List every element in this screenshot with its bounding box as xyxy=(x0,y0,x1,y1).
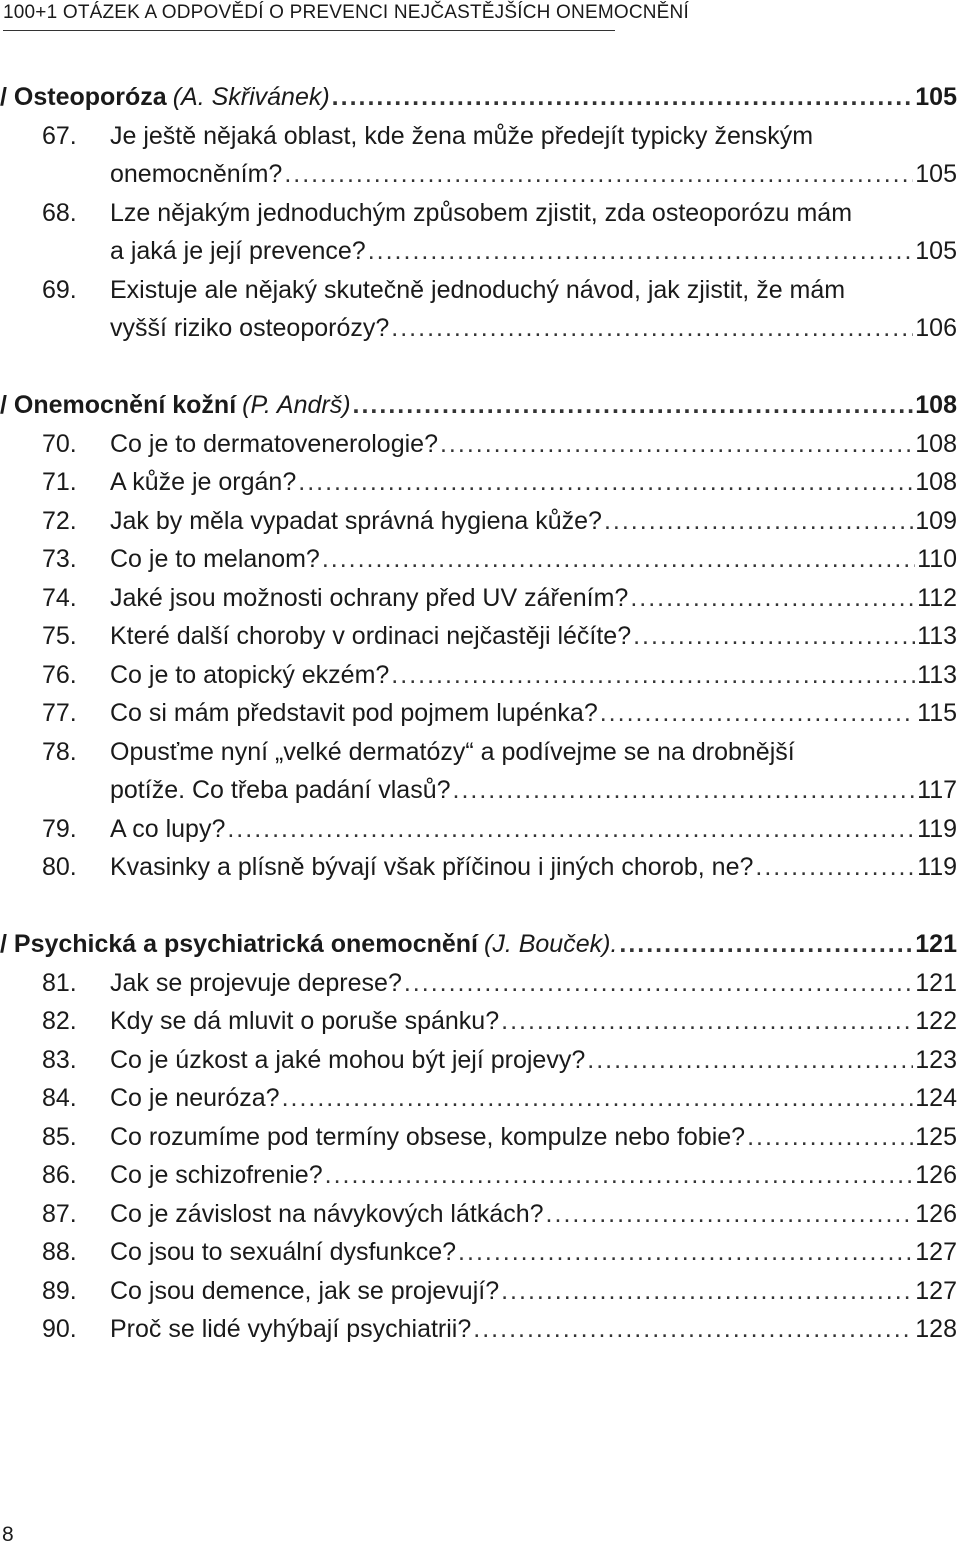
toc-entry[interactable] xyxy=(0,964,957,1003)
entry-page: 128 xyxy=(915,1315,957,1343)
entry-page: 127 xyxy=(915,1276,957,1305)
leader-dots xyxy=(633,617,915,656)
entry-number: 86. xyxy=(42,1161,77,1189)
entry-text-line: Existuje ale nějaký skutečně jednoduchý návod, jak zjistit, že mám xyxy=(110,275,846,304)
entry-body xyxy=(110,1002,957,1041)
entry-number: 76. xyxy=(42,660,77,689)
entry-text-line: Co je to atopický ekzém? xyxy=(110,660,390,689)
entry-page: 109 xyxy=(915,506,957,535)
leader-dots xyxy=(325,1156,914,1195)
entry-text-line: Co rozumíme pod termíny obsese, kompulze nebo fobie? xyxy=(110,1122,746,1151)
toc-section xyxy=(0,78,957,348)
entry-text-line: Co je neuróza? xyxy=(110,1084,280,1112)
running-header-title: 100+1 OTÁZEK A ODPOVĚDÍ O PREVENCI NEJČASTĚJŠÍCH ONEMOCNĚNÍ xyxy=(3,2,689,23)
toc-entry[interactable] xyxy=(0,733,957,810)
entry-text-line: Co jsou to sexuální dysfunkce? xyxy=(110,1238,457,1266)
entry-text-line: A co lupy? xyxy=(110,814,226,843)
toc-entry[interactable] xyxy=(0,117,957,194)
entry-number: 72. xyxy=(42,506,77,535)
entry-page: 117 xyxy=(917,776,957,804)
leader-dots xyxy=(755,848,915,887)
entry-page: 122 xyxy=(915,1007,957,1035)
entry-page: 110 xyxy=(917,545,957,573)
entry-text-line: Kvasinky a plísně bývají však příčinou i jiných chorob, ne? xyxy=(110,853,754,881)
header-rule xyxy=(3,30,615,31)
entry-text-line: Které další choroby v ordinaci nejčastěji léčíte? xyxy=(110,622,632,650)
entry-text-line: onemocněním? xyxy=(110,160,283,188)
entry-number: 88. xyxy=(42,1238,77,1266)
entry-body xyxy=(110,1079,957,1118)
entry-text-line: Co je úzkost a jaké mohou být její projevy? xyxy=(110,1045,586,1074)
entry-number: 89. xyxy=(42,1276,77,1305)
toc-entry[interactable] xyxy=(0,463,957,502)
leader-dots xyxy=(391,656,915,695)
entry-text-line: Co je to dermatovenerologie? xyxy=(110,429,438,458)
toc-entry[interactable] xyxy=(0,1233,957,1272)
entry-text-line: Jaké jsou možnosti ochrany před UV zářením? xyxy=(110,583,629,612)
entry-body xyxy=(110,656,957,695)
entry-number: 87. xyxy=(42,1199,77,1228)
section-title: / Onemocnění kožní xyxy=(0,391,237,419)
entry-page: 106 xyxy=(915,314,957,342)
entry-text-line: potíže. Co třeba padání vlasů? xyxy=(110,776,451,804)
leader-dots xyxy=(747,1118,913,1157)
section-page: 108 xyxy=(915,391,957,419)
entry-text-line: Jak se projevuje deprese? xyxy=(110,968,402,997)
entry-body xyxy=(110,117,957,194)
toc-entry[interactable] xyxy=(0,1002,957,1041)
entry-page: 126 xyxy=(915,1199,957,1228)
toc-entry[interactable] xyxy=(0,1195,957,1234)
leader-dots xyxy=(600,694,915,733)
leader-dots xyxy=(368,232,914,271)
toc-entry[interactable] xyxy=(0,848,957,887)
toc-section xyxy=(0,386,957,887)
entry-body xyxy=(110,502,957,541)
entry-text-line: Proč se lidé vyhýbají psychiatrii? xyxy=(110,1315,472,1343)
toc-entry[interactable] xyxy=(0,579,957,618)
toc-section xyxy=(0,925,957,1349)
leader-dots xyxy=(404,964,913,1003)
entry-body xyxy=(110,964,957,1003)
leader-dots xyxy=(353,386,914,425)
entry-number: 81. xyxy=(42,968,77,997)
entry-page: 108 xyxy=(915,468,957,496)
entry-page: 125 xyxy=(915,1122,957,1151)
entry-text-line: Co je to melanom? xyxy=(110,545,320,573)
leader-dots xyxy=(619,925,913,964)
entry-number: 80. xyxy=(42,853,77,881)
entry-body xyxy=(110,694,957,733)
entry-body xyxy=(110,425,957,464)
entry-body xyxy=(110,1310,957,1349)
entry-number: 74. xyxy=(42,583,77,612)
toc-entry[interactable] xyxy=(0,271,957,348)
toc-entry[interactable] xyxy=(0,617,957,656)
entry-text-line: Lze nějakým jednoduchým způsobem zjistit, zda osteoporózu mám xyxy=(110,198,853,227)
entry-text-line: Opusťme nyní „velké dermatózy“ a podívejme se na drobnější xyxy=(110,737,795,766)
leader-dots xyxy=(458,1233,913,1272)
toc-entry[interactable] xyxy=(0,502,957,541)
toc-entry[interactable] xyxy=(0,1079,957,1118)
leader-dots xyxy=(332,78,914,117)
entry-body xyxy=(110,194,957,271)
leader-dots xyxy=(227,810,915,849)
leader-dots xyxy=(440,425,913,464)
entry-body xyxy=(110,1156,957,1195)
section-author: (J. Bouček). xyxy=(484,930,618,958)
leader-dots xyxy=(546,1195,914,1234)
entry-number: 85. xyxy=(42,1122,77,1151)
entry-body xyxy=(110,848,957,887)
entry-body xyxy=(110,1272,957,1311)
toc-entry[interactable] xyxy=(0,656,957,695)
entry-text-line: Co je schizofrenie? xyxy=(110,1161,323,1189)
toc-entry[interactable] xyxy=(0,540,957,579)
entry-number: 75. xyxy=(42,622,77,650)
entry-number: 69. xyxy=(42,275,77,304)
leader-dots xyxy=(473,1310,913,1349)
toc-entry[interactable] xyxy=(0,694,957,733)
entry-text-line: a jaká je její prevence? xyxy=(110,237,366,265)
entry-number: 90. xyxy=(42,1315,77,1343)
entry-text-line: Jak by měla vypadat správná hygiena kůže? xyxy=(110,506,602,535)
entry-number: 82. xyxy=(42,1007,77,1035)
toc-entry[interactable] xyxy=(0,194,957,271)
entry-body xyxy=(110,1195,957,1234)
toc-entry[interactable] xyxy=(0,1310,957,1349)
entry-number: 67. xyxy=(42,121,77,150)
section-page: 121 xyxy=(915,930,957,958)
section-title: / Psychická a psychiatrická onemocnění xyxy=(0,930,479,958)
entry-body xyxy=(110,579,957,618)
toc-entry[interactable] xyxy=(0,1118,957,1157)
section-author: (P. Andrš) xyxy=(242,391,351,419)
entry-page: 121 xyxy=(915,968,957,997)
toc-entry[interactable] xyxy=(0,425,957,464)
leader-dots xyxy=(453,771,916,810)
table-of-contents xyxy=(0,78,957,1349)
section-author: (A. Skřivánek) xyxy=(172,83,330,111)
entry-text-line: vyšší riziko osteoporózy? xyxy=(110,314,390,342)
entry-text-line: Co je závislost na návykových látkách? xyxy=(110,1199,544,1228)
leader-dots xyxy=(501,1002,913,1041)
entry-page: 113 xyxy=(917,660,957,689)
section-page: 105 xyxy=(915,83,957,111)
page-number: 8 xyxy=(2,1523,14,1546)
entry-page: 127 xyxy=(915,1238,957,1266)
section-heading[interactable] xyxy=(0,925,957,964)
leader-dots xyxy=(284,155,913,194)
toc-entry[interactable] xyxy=(0,1041,957,1080)
entry-number: 84. xyxy=(42,1084,77,1112)
entry-number: 73. xyxy=(42,545,77,573)
entry-page: 119 xyxy=(917,853,957,881)
entry-number: 79. xyxy=(42,814,77,843)
leader-dots xyxy=(298,463,913,502)
running-header xyxy=(3,2,689,31)
toc-entry[interactable] xyxy=(0,1272,957,1311)
entry-text-line: Kdy se dá mluvit o poruše spánku? xyxy=(110,1007,500,1035)
entry-body xyxy=(110,1233,957,1272)
entry-page: 119 xyxy=(917,814,957,843)
entry-text-line: Co si mám představit pod pojmem lupénka? xyxy=(110,699,598,727)
entry-page: 123 xyxy=(915,1045,957,1074)
leader-dots xyxy=(604,502,913,541)
entry-page: 105 xyxy=(915,237,957,265)
entry-number: 77. xyxy=(42,699,77,727)
entry-number: 71. xyxy=(42,468,77,496)
entry-body xyxy=(110,271,957,348)
leader-dots xyxy=(391,309,913,348)
entry-page: 115 xyxy=(917,699,957,727)
entry-page: 105 xyxy=(915,160,957,188)
toc-entry[interactable] xyxy=(0,1156,957,1195)
leader-dots xyxy=(587,1041,913,1080)
entry-page: 108 xyxy=(915,429,957,458)
leader-dots xyxy=(501,1272,913,1311)
entry-text-line: Co jsou demence, jak se projevují? xyxy=(110,1276,500,1305)
entry-body xyxy=(110,733,957,810)
entry-body xyxy=(110,1041,957,1080)
leader-dots xyxy=(630,579,915,618)
entry-number: 70. xyxy=(42,429,77,458)
leader-dots xyxy=(282,1079,914,1118)
entry-body xyxy=(110,540,957,579)
entry-page: 124 xyxy=(915,1084,957,1112)
entry-page: 126 xyxy=(915,1161,957,1189)
entry-text-line: Je ještě nějaká oblast, kde žena může předejít typicky ženským xyxy=(110,121,814,150)
section-heading[interactable] xyxy=(0,386,957,425)
entry-body xyxy=(110,463,957,502)
entry-text-line: A kůže je orgán? xyxy=(110,468,297,496)
leader-dots xyxy=(322,540,915,579)
entry-number: 83. xyxy=(42,1045,77,1074)
toc-entry[interactable] xyxy=(0,810,957,849)
entry-body xyxy=(110,1118,957,1157)
entry-body xyxy=(110,810,957,849)
section-title: / Osteoporóza xyxy=(0,83,167,111)
entry-page: 112 xyxy=(917,583,957,612)
entry-body xyxy=(110,617,957,656)
entry-number: 68. xyxy=(42,198,77,227)
section-heading[interactable] xyxy=(0,78,957,117)
entry-number: 78. xyxy=(42,737,77,766)
entry-page: 113 xyxy=(917,622,957,650)
